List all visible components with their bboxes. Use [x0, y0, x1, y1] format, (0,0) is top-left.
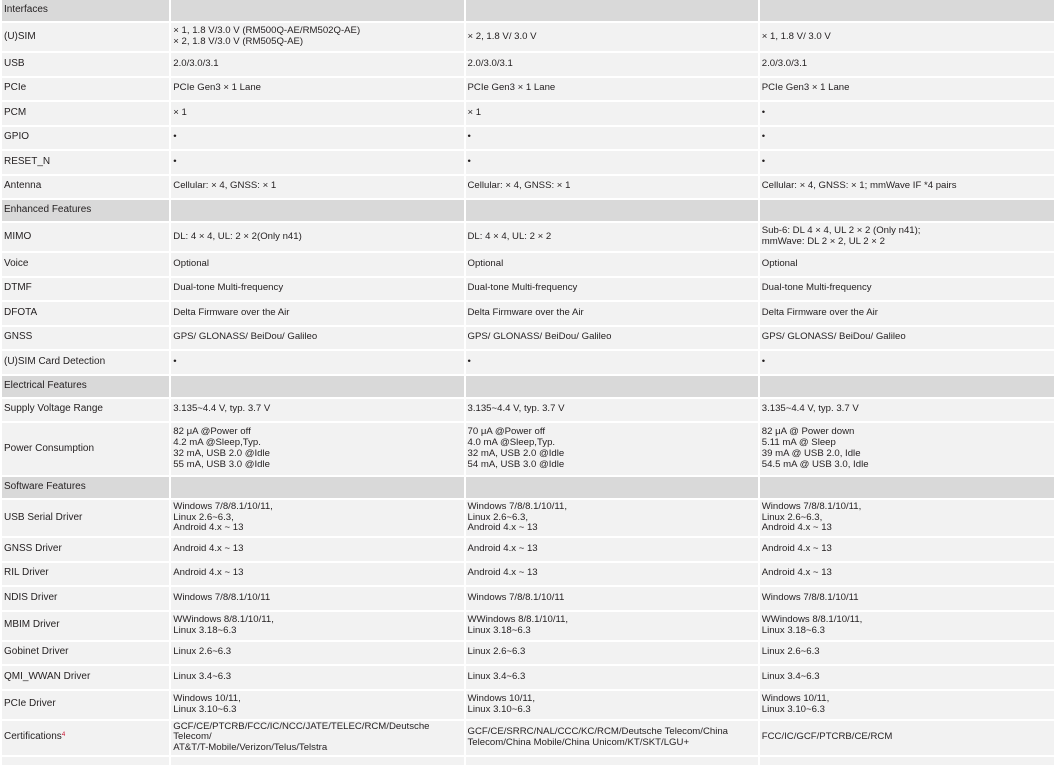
section-header-enhanced-features	[2, 200, 1054, 221]
cell-col2: Android 4.x ~ 13	[466, 538, 758, 561]
row-label: PCIe Driver	[2, 691, 169, 719]
cell-col1: PCIe Gen3 × 1 Lane	[171, 78, 463, 101]
row-label: (U)SIM Card Detection	[2, 351, 169, 374]
section-title: Electrical Features	[2, 376, 169, 397]
cell-col2: DL: 4 × 4, UL: 2 × 2	[466, 223, 758, 251]
section-title: Enhanced Features	[2, 200, 169, 221]
cell-col1: •	[171, 351, 463, 374]
cell-col1: GCF/CE/PTCRB/FCC/IC/NCC/JATE/TELEC/RCM/Deutsche Telecom/ AT&T/T-Mobile/Verizon/Telus/Telstra	[171, 721, 463, 755]
cell-col2: Linux 2.6~6.3	[466, 642, 758, 665]
cell-col3: Sub-6: DL 4 × 4, UL 2 × 2 (Only n41); mmWave: DL 2 × 2, UL 2 × 2	[760, 223, 1054, 251]
table-row	[2, 176, 1054, 199]
row-label: NDIS Driver	[2, 587, 169, 610]
table-row	[2, 423, 1054, 475]
row-label: Gobinet Driver	[2, 642, 169, 665]
cell-col1: WWindows 8/8.1/10/11, Linux 3.18~6.3	[171, 612, 463, 640]
row-label: (U)SIM	[2, 23, 169, 51]
table-row	[2, 399, 1054, 422]
row-label: Power Consumption	[2, 423, 169, 475]
cell-col3: 82 μA @ Power down 5.11 mA @ Sleep 39 mA @ USB 2.0, Idle 54.5 mA @ USB 3.0, Idle	[760, 423, 1054, 475]
cell-col1: DL: 4 × 4, UL: 2 × 2(Only n41)	[171, 223, 463, 251]
row-label: USB	[2, 53, 169, 76]
cell-col2: GCF/CE/SRRC/NAL/CCC/KC/RCM/Deutsche Telecom/China Telecom/China Mobile/China Unicom/KT/SKT/LGU+	[466, 721, 758, 755]
row-label: Antenna	[2, 176, 169, 199]
table-row	[2, 151, 1054, 174]
table-row	[2, 612, 1054, 640]
cell-col1: •	[171, 127, 463, 150]
cell-col3: FCC/IC/GCF/PTCRB/CE/RCM	[760, 721, 1054, 755]
cell-col2: 70 μA @Power off 4.0 mA @Sleep,Typ. 32 mA, USB 2.0 @Idle 54 mA, USB 3.0 @Idle	[466, 423, 758, 475]
cell-col3: GPS/ GLONASS/ BeiDou/ Galileo	[760, 327, 1054, 350]
cell-col2: Cellular: × 4, GNSS: × 1	[466, 176, 758, 199]
cell-col1: Delta Firmware over the Air	[171, 302, 463, 325]
cell-col1: Android 4.x ~ 13	[171, 563, 463, 586]
cell-col2: WWindows 8/8.1/10/11, Linux 3.18~6.3	[466, 612, 758, 640]
row-label: MBIM Driver	[2, 612, 169, 640]
cell-col2: × 1	[466, 102, 758, 125]
cell-col1: Cellular: × 4, GNSS: × 1	[171, 176, 463, 199]
row-label: Certifications	[4, 731, 62, 743]
cell-col3: 2.0/3.0/3.1	[760, 53, 1054, 76]
table-row	[2, 587, 1054, 610]
cell-col1: Windows 7/8/8.1/10/11	[171, 587, 463, 610]
cell-col1: •	[171, 151, 463, 174]
table-row	[2, 253, 1054, 276]
cell-col3: Linux 2.6~6.3	[760, 642, 1054, 665]
cell-col3: Linux 3.4~6.3	[760, 666, 1054, 689]
row-label: Supply Voltage Range	[2, 399, 169, 422]
row-label: GNSS Driver	[2, 538, 169, 561]
cell-col3: Cellular: × 4, GNSS: × 1; mmWave IF *4 pairs	[760, 176, 1054, 199]
cell-col3: •	[760, 102, 1054, 125]
table-row	[2, 102, 1054, 125]
section-title: Interfaces	[2, 0, 169, 21]
cell-col2: × 2, 1.8 V/ 3.0 V	[466, 23, 758, 51]
cell-col2: Windows 10/11, Linux 3.10~6.3	[466, 691, 758, 719]
cell-col2: Windows 7/8/8.1/10/11	[466, 587, 758, 610]
cell-col3: PCIe Gen3 × 1 Lane	[760, 78, 1054, 101]
section-header-software-features	[2, 477, 1054, 498]
table-row	[2, 278, 1054, 301]
cell-col2: Delta Firmware over the Air	[466, 302, 758, 325]
cell-col2: Windows 7/8/8.1/10/11, Linux 2.6~6.3, Android 4.x ~ 13	[466, 500, 758, 536]
cell-col1: 3.135~4.4 V, typ. 3.7 V	[171, 399, 463, 422]
row-label: MIMO	[2, 223, 169, 251]
cell-col3: Android 4.x ~ 13	[760, 563, 1054, 586]
table-row	[2, 691, 1054, 719]
row-label: DTMF	[2, 278, 169, 301]
cell-col3: •	[760, 151, 1054, 174]
table-row	[2, 53, 1054, 76]
row-label: RESET_N	[2, 151, 169, 174]
cell-col2: Linux 3.4~6.3	[466, 666, 758, 689]
cell-col2: •	[466, 127, 758, 150]
table-row	[2, 500, 1054, 536]
cell-col2: Dual-tone Multi-frequency	[466, 278, 758, 301]
cell-col1: × 1	[171, 102, 463, 125]
cell-col3: •	[760, 127, 1054, 150]
cell-col3: × 1, 1.8 V/ 3.0 V	[760, 23, 1054, 51]
row-label: QMI_WWAN Driver	[2, 666, 169, 689]
table-row	[2, 78, 1054, 101]
cell-col2: Optional	[466, 253, 758, 276]
cell-col3: •	[760, 351, 1054, 374]
cell-col3: Delta Firmware over the Air	[760, 302, 1054, 325]
cell-col1: Optional	[171, 253, 463, 276]
cell-col1: Windows 7/8/8.1/10/11, Linux 2.6~6.3, Android 4.x ~ 13	[171, 500, 463, 536]
cell-col3: Android 4.x ~ 13	[760, 538, 1054, 561]
table-row	[2, 538, 1054, 561]
footnote-marker: 4	[61, 732, 66, 739]
cell-col2: 3.135~4.4 V, typ. 3.7 V	[466, 399, 758, 422]
table-row	[2, 721, 1054, 755]
table-row	[2, 127, 1054, 150]
row-label: PCIe	[2, 78, 169, 101]
row-label: RIL Driver	[2, 563, 169, 586]
section-title: Software Features	[2, 477, 169, 498]
row-label: DFOTA	[2, 302, 169, 325]
cell-col2: •	[466, 351, 758, 374]
cell-col2: GPS/ GLONASS/ BeiDou/ Galileo	[466, 327, 758, 350]
cell-col2: PCIe Gen3 × 1 Lane	[466, 78, 758, 101]
cell-col3: WWindows 8/8.1/10/11, Linux 3.18~6.3	[760, 612, 1054, 640]
cell-col1: Dual-tone Multi-frequency	[171, 278, 463, 301]
row-label-cell	[2, 721, 169, 755]
cell-col2: Android 4.x ~ 13	[466, 563, 758, 586]
cell-col1: 82 μA @Power off 4.2 mA @Sleep,Typ. 32 mA, USB 2.0 @Idle 55 mA, USB 3.0 @Idle	[171, 423, 463, 475]
cell-col1: Android 4.x ~ 13	[171, 538, 463, 561]
cell-col1: GPS/ GLONASS/ BeiDou/ Galileo	[171, 327, 463, 350]
section-header-interfaces	[2, 0, 1054, 21]
row-label: GNSS	[2, 327, 169, 350]
cell-col1: Windows 10/11, Linux 3.10~6.3	[171, 691, 463, 719]
cell-col1: × 1, 1.8 V/3.0 V (RM500Q-AE/RM502Q-AE) × 2, 1.8 V/3.0 V (RM505Q-AE)	[171, 23, 463, 51]
table-row	[2, 563, 1054, 586]
cell-col3: 3.135~4.4 V, typ. 3.7 V	[760, 399, 1054, 422]
row-label: GPIO	[2, 127, 169, 150]
cell-col2: •	[466, 151, 758, 174]
row-label: Voice	[2, 253, 169, 276]
row-label: PCM	[2, 102, 169, 125]
cell-col3: Windows 7/8/8.1/10/11	[760, 587, 1054, 610]
cell-col3: Windows 10/11, Linux 3.10~6.3	[760, 691, 1054, 719]
table-row	[2, 23, 1054, 51]
row-label: USB Serial Driver	[2, 500, 169, 536]
table-row	[2, 302, 1054, 325]
table-row	[2, 327, 1054, 350]
table-row	[2, 351, 1054, 374]
cell-col3: Optional	[760, 253, 1054, 276]
cell-col1: Linux 2.6~6.3	[171, 642, 463, 665]
section-header-electrical-features	[2, 376, 1054, 397]
table-row	[2, 223, 1054, 251]
cell-col2: 2.0/3.0/3.1	[466, 53, 758, 76]
cell-col1: Linux 3.4~6.3	[171, 666, 463, 689]
table-bottom-row	[2, 757, 1054, 765]
cell-col1: 2.0/3.0/3.1	[171, 53, 463, 76]
cell-col3: Dual-tone Multi-frequency	[760, 278, 1054, 301]
table-row	[2, 666, 1054, 689]
table-row	[2, 642, 1054, 665]
cell-col3: Windows 7/8/8.1/10/11, Linux 2.6~6.3, Android 4.x ~ 13	[760, 500, 1054, 536]
